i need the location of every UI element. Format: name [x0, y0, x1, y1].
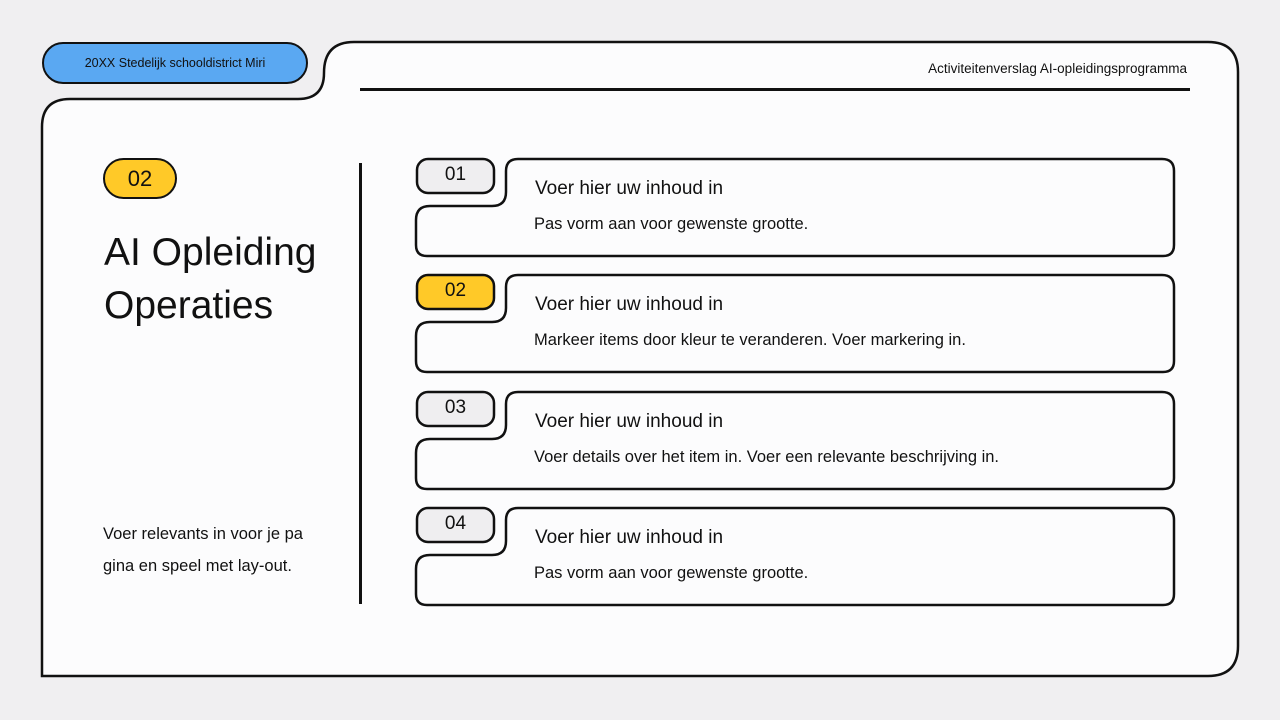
item-card-outline: [416, 392, 1174, 489]
side-note: [103, 518, 329, 582]
item-number: 04: [444, 513, 467, 534]
section-number-badge: 02: [103, 158, 177, 199]
item-card-shape: [414, 157, 1176, 258]
item-heading: Voer hier uw inhoud in: [535, 411, 724, 432]
header-rule: [360, 88, 1190, 91]
item-card-outline: [416, 159, 1174, 256]
side-note-line: gina en speel met lay-out.: [103, 557, 292, 575]
page-title-line: AI Opleiding: [104, 231, 317, 274]
vertical-divider: [359, 163, 362, 604]
item-number: 02: [444, 280, 467, 301]
organization-tab: 20XX Stedelijk schooldistrict Miri: [42, 42, 308, 84]
page-title: [104, 226, 344, 332]
item-number: 03: [444, 397, 467, 418]
item-description: Pas vorm aan voor gewenste grootte.: [534, 564, 809, 582]
item-heading: Voer hier uw inhoud in: [535, 294, 724, 315]
item-heading: Voer hier uw inhoud in: [535, 527, 724, 548]
item-card-shape: [414, 506, 1176, 607]
item-card-outline: [416, 508, 1174, 605]
page-title-line: Operaties: [104, 284, 274, 327]
report-title: Activiteitenverslag AI-opleidingsprogramma: [928, 61, 1187, 76]
item-heading: Voer hier uw inhoud in: [535, 178, 724, 199]
item-description: Markeer items door kleur te veranderen. Voer markering in.: [534, 331, 966, 349]
list-item[interactable]: [414, 390, 1176, 491]
list-item[interactable]: [414, 157, 1176, 258]
list-item[interactable]: [414, 506, 1176, 607]
item-number: 01: [444, 164, 467, 185]
item-card-shape: [414, 390, 1176, 491]
item-card-outline: [416, 275, 1174, 372]
list-item[interactable]: [414, 273, 1176, 374]
side-note-line: Voer relevants in voor je pa: [103, 525, 303, 543]
item-description: Pas vorm aan voor gewenste grootte.: [534, 215, 809, 233]
item-description: Voer details over het item in. Voer een relevante beschrijving in.: [534, 448, 1000, 466]
item-card-shape: [414, 273, 1176, 374]
